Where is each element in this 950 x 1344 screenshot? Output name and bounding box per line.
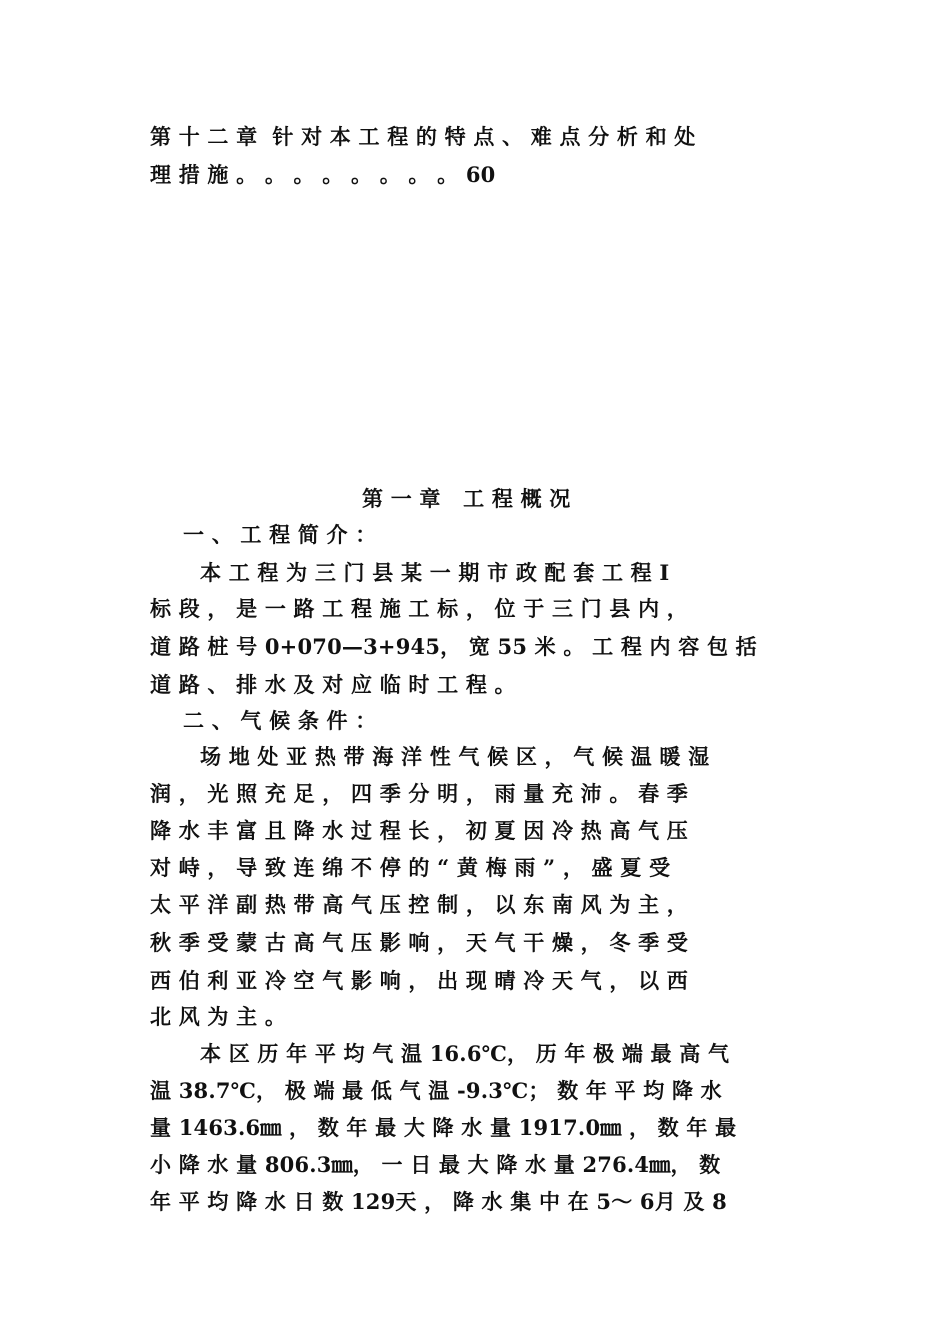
paragraph-line: 标 段 ， 是 一 路 工 程 施 工 标 ， 位 于 三 门 县 内 ， bbox=[150, 596, 688, 621]
paragraph-line: 对 峙 ， 导 致 连 绵 不 停 的 “ 黄 梅 雨 ” ， 盛 夏 受 bbox=[150, 855, 671, 880]
paragraph-line: 秋 季 受 蒙 古 高 气 压 影 响 ， 天 气 干 燥 ， 冬 季 受 bbox=[150, 930, 688, 955]
paragraph-line: 润 ， 光 照 充 足 ， 四 季 分 明 ， 雨 量 充 沛 。 春 季 bbox=[150, 781, 688, 806]
paragraph-line: 道 路 、 排 水 及 对 应 临 时 工 程 。 bbox=[150, 672, 516, 697]
paragraph-line: 年 平 均 降 水 日 数 129天 ， 降 水 集 中 在 5～ 6月 及 8 bbox=[150, 1189, 727, 1214]
section-heading: 二 、 气 候 条 件 ： bbox=[183, 708, 377, 733]
chapter-title: 第 一 章 工 程 概 况 bbox=[362, 486, 571, 511]
paragraph-line: 场 地 处 亚 热 带 海 洋 性 气 候 区 ， 气 候 温 暖 湿 bbox=[200, 744, 710, 769]
paragraph-line: 降 水 丰 富 且 降 水 过 程 长 ， 初 夏 因 冷 热 高 气 压 bbox=[150, 818, 688, 843]
paragraph-line: 小 降 水 量 806.3㎜， 一 日 最 大 降 水 量 276.4㎜， 数 bbox=[150, 1152, 721, 1177]
paragraph-line: 本 区 历 年 平 均 气 温 16.6℃， 历 年 极 端 最 高 气 bbox=[200, 1041, 730, 1066]
paragraph-line: 西 伯 利 亚 冷 空 气 影 响 ， 出 现 晴 冷 天 气 ， 以 西 bbox=[150, 968, 688, 993]
paragraph-line: 温 38.7℃， 极 端 最 低 气 温 -9.3℃； 数 年 平 均 降 水 bbox=[150, 1078, 722, 1103]
paragraph-line: 量 1463.6㎜ ， 数 年 最 大 降 水 量 1917.0㎜ ， 数 年 最 bbox=[150, 1115, 737, 1140]
paragraph-line: 太 平 洋 副 热 带 高 气 压 控 制 ， 以 东 南 风 为 主 ， bbox=[150, 892, 688, 917]
paragraph-line: 道 路 桩 号 0+070—3+945， 宽 55 米 。 工 程 内 容 包 括 bbox=[150, 634, 757, 659]
paragraph-line: 本 工 程 为 三 门 县 某 一 期 市 政 配 套 工 程 Ⅰ bbox=[200, 560, 670, 585]
toc-line: 理 措 施 。 。 。 。 。 。 。 。 60 bbox=[150, 162, 496, 187]
toc-line: 第 十 二 章 针 对 本 工 程 的 特 点 、 难 点 分 析 和 处 bbox=[150, 124, 696, 149]
paragraph-line: 北 风 为 主 。 bbox=[150, 1004, 287, 1029]
section-heading: 一 、 工 程 简 介 ： bbox=[183, 522, 377, 547]
